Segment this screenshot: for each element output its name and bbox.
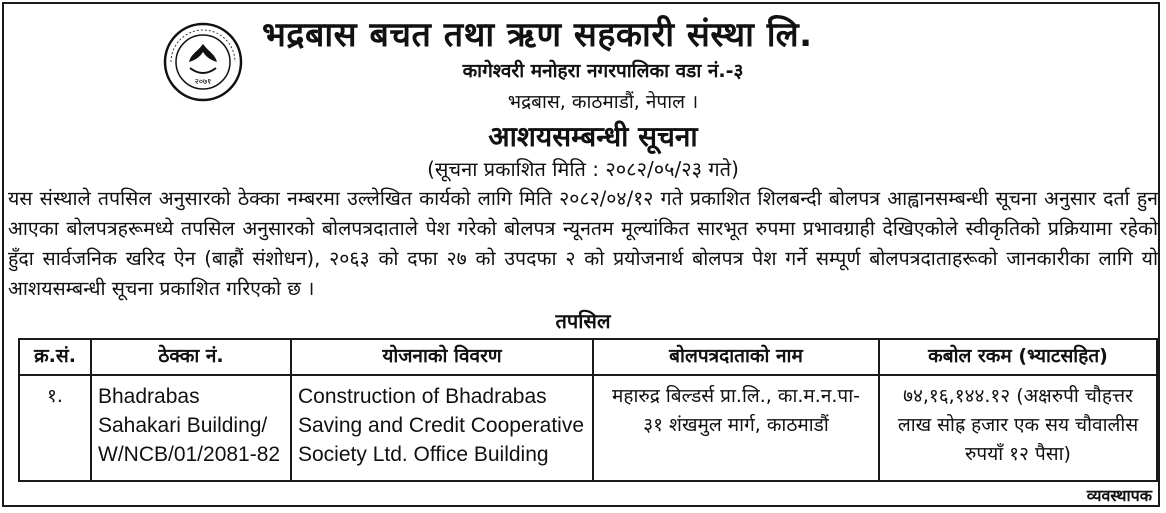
- header-amount: कबोल रकम (भ्याटसहित): [879, 339, 1157, 375]
- cell-contract-no: Bhadrabas Sahakari Building/ W/NCB/01/2081-82: [91, 375, 291, 481]
- header-contract-no: ठेक्का नं.: [91, 339, 291, 375]
- address-line-2: भद्रबास, काठमाडौं, नेपाल ।: [507, 91, 699, 113]
- section-label: तपसिल: [555, 309, 611, 333]
- header-sn: क्र.सं.: [19, 339, 91, 375]
- header-bidder: बोलपत्रदाताको नाम: [593, 339, 879, 375]
- organization-name: भद्रबास बचत तथा ऋण सहकारी संस्था लि.: [262, 15, 813, 55]
- notice-body: यस संस्थाले तपसिल अनुसारको ठेक्का नम्बरमा उल्लेखित कार्यको लागि मिति २०८२/०४/१२ गते प्रकाशित शिलबन्दी बोलपत्र आह्वानसम्बन्धी सूचना अनुसार दर्ता हुन आएका बोलपत्रहरूमध्ये तपसिल अनुसारको बोलपत्रदाताले पेश गरेको बोलपत्र न्यूनतम मूल्यांकित सारभूत रुपमा प्रभावग्राही देखिएकोले स्वीकृतिको प्रक्रियामा रहेको हुँदा सार्वजनिक खरिद ऐन (बाह्रौं संशोधन), २०६३ को दफा २७ को उपदफा २ को प्रयोजनार्थ बोलपत्र पेश गर्ने सम्पूर्ण बोलपत्रदाताहरूको जानकारीका लागि यो आशयसम्बन्धी सूचना प्रकाशित गरिएको छ ।: [8, 187, 1158, 300]
- signatory-title: व्यवस्थापक: [1086, 486, 1152, 505]
- address-line-1: कागेश्वरी मनोहरा नगरपालिका वडा नं.-३: [462, 60, 744, 82]
- table-row: [19, 375, 1157, 481]
- header-description: योजनाको विवरण: [291, 339, 593, 375]
- bid-details-table: [18, 338, 1158, 482]
- publication-date: (सूचना प्रकाशित मिति : २०८२/०५/२३ गते): [427, 157, 739, 181]
- cell-amount: ७४,१६,१४४.१२ (अक्षरुपी चौहत्तर लाख सोह्र हजार एक सय चौवालीस रुपयाँ १२ पैसा): [879, 375, 1157, 481]
- table-header-row: [19, 339, 1157, 375]
- notice-title: आशयसम्बन्धी सूचना: [488, 120, 698, 153]
- cell-sn: १.: [19, 375, 91, 481]
- cell-bidder: महारुद्र बिल्डर्स प्रा.लि., का.म.न.पा- ३१ शंखमुल मार्ग, काठमाडौं: [593, 375, 879, 481]
- svg-text:२०७१: २०७१: [194, 77, 212, 86]
- cell-description: Construction of Bhadrabas Saving and Credit Cooperative Society Ltd. Office Building: [291, 375, 593, 481]
